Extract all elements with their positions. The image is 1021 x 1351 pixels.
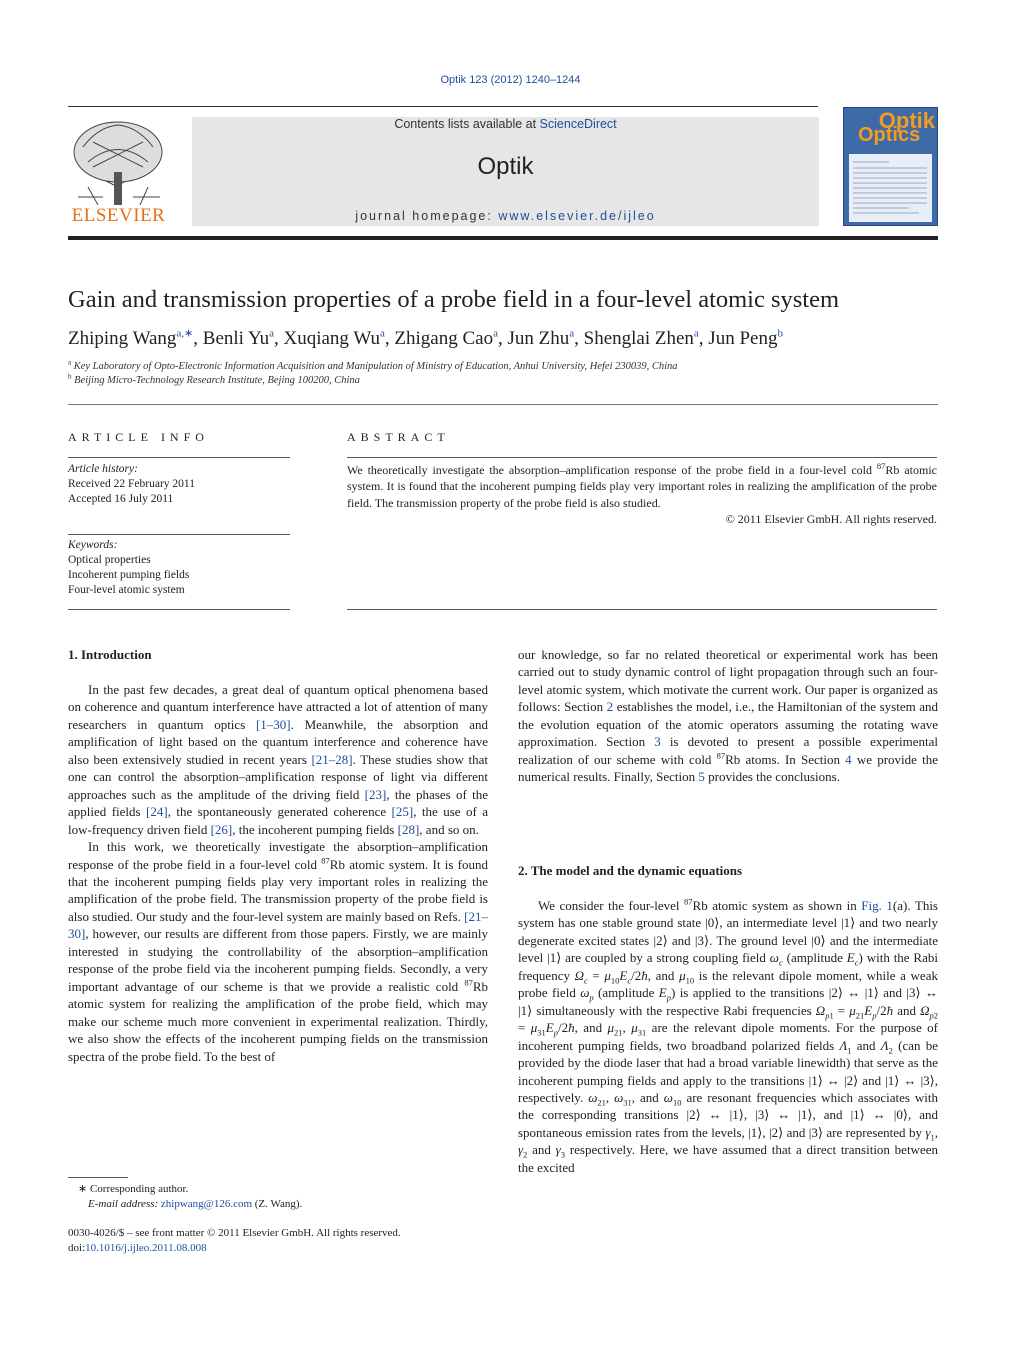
contents-prefix: Contents lists available at — [394, 117, 540, 131]
keywords-block — [68, 538, 189, 598]
keywords-label: Keywords: — [68, 539, 118, 551]
history-rule — [68, 534, 290, 535]
article-history — [68, 462, 195, 507]
author-list — [68, 328, 783, 350]
author-affiliation-mark[interactable]: a — [569, 327, 575, 340]
cover-contents-box — [849, 154, 932, 222]
elsevier-logo — [68, 117, 169, 227]
journal-cover-thumbnail[interactable] — [843, 107, 938, 226]
author-separator: , — [497, 328, 508, 349]
author-separator: , — [274, 328, 284, 349]
author-separator: , — [574, 328, 584, 349]
email-suffix: (Z. Wang). — [252, 1197, 303, 1210]
keyword: Four-level atomic system — [68, 584, 185, 596]
author-name: Benli Yu — [202, 328, 270, 349]
journal-homepage — [192, 209, 819, 223]
introduction-body: In the past few decades, a great deal of quantum optical phenomena based on coherence and quantum interference have attracted a lot of attention of many researchers in quantum optics [1–30]. Meanwhile, the absorption and amplification of light based on the quantum interference and coherence have also been extensively studied in recent years [21–28]. These studies show that one can control the absorption–amplification response of light via different approaches such as the amplitude of the driving field [23], the phases of the applied fields [24], the spontaneously generated coherence [25], the use of a low-frequency driven field [26], the incoherent pumping fields [28], and so on. In this work, we theoretically investigate the absorption–amplification response of the probe field in a four-level cold $^{87}$Rb atomic system. It is found that the incoherent pumping fields play very important roles in realizing the amplification of the probe field. The transmission property of the probe field is also studied. Our study and the four-level system are mainly based on Refs. [21–30], however, our results are different from those papers. Firstly, we are mainly interested in studying the controllability of the absorption–amplification response of the probe field via the incoherent pumping fields. Secondly, a very important advantage of our scheme is that we provide a realistic cold $^{87}$Rb atomic system for realizing the amplification of the probe field, which may make our scheme much more convenient in experimental realization. Thirdly, we also show the effects of the incoherent pumping fields on the transmission spectra of the probe field. To the best of — [68, 682, 488, 1064]
footnote-issn-doi — [68, 1226, 401, 1255]
author-name: Jun Zhu — [507, 328, 570, 349]
article-info-heading: ARTICLE INFO — [68, 430, 209, 444]
affiliation-text: Beijing Micro-Technology Research Institute, Bejing 100200, China — [74, 375, 360, 386]
author-name: Shenglai Zhen — [583, 328, 694, 349]
footnote-corresponding — [78, 1182, 302, 1211]
abstract-copyright: © 2011 Elsevier GmbH. All rights reserved. — [725, 511, 937, 526]
author-name: Jun Peng — [708, 328, 778, 349]
journal-banner — [192, 117, 819, 226]
author-affiliation-mark[interactable]: b — [777, 327, 783, 340]
issn-line: 0030-4026/$ – see front matter © 2011 Elsevier GmbH. All rights reserved. — [68, 1227, 401, 1239]
cover-title-optik: Optik — [878, 108, 935, 133]
header-bottom-thick-rule — [68, 236, 938, 240]
author-name: Xuqiang Wu — [283, 328, 381, 349]
journal-name: Optik — [477, 153, 534, 180]
abstract-text — [347, 462, 937, 527]
author-affiliation-mark[interactable]: a — [380, 327, 385, 340]
affiliation-text: Key Laboratory of Opto-Electronic Information Acquisition and Manipulation of Ministry of Education, Anhui University, Hefei 230039, China — [73, 361, 678, 372]
affiliation-label: a — [68, 358, 72, 367]
section-heading-introduction: 1. Introduction — [68, 647, 152, 662]
footnote-rule — [68, 1177, 128, 1178]
isotope-superscript: 87 — [876, 461, 886, 471]
keyword: Incoherent pumping fields — [68, 569, 190, 581]
keywords-rule — [68, 609, 290, 610]
author-separator: , — [698, 328, 709, 349]
doi-prefix: doi: — [68, 1241, 86, 1254]
history-label: Article history: — [68, 463, 138, 475]
elsevier-tree-icon — [68, 117, 169, 207]
affiliation-label: b — [68, 372, 72, 381]
received-date: Received 22 February 2011 — [68, 478, 195, 490]
affiliation-b — [68, 372, 360, 386]
contents-line — [192, 117, 819, 131]
author-separator: , — [193, 328, 203, 349]
author-affiliation-mark[interactable]: a — [693, 327, 699, 340]
article-info-rule — [68, 457, 290, 458]
header-top-rule — [68, 106, 818, 107]
introduction-body-continued: our knowledge, so far no related theoretical or experimental work has been carried out to study dynamic control of light propagation through such an four-level atomic system, which motivate the current work. Our paper is organized as follows: Section 2 establishes the model, i.e., the Hamiltonian of the system and the evolution equation of the atomic operators assuming the rotating wave approximation. Section 3 is devoted to present a possible experimental realization of our scheme with cold $^{87}$Rb atoms. In Section 4 we provide the numerical results. Finally, Section 5 provides the conclusions. — [518, 647, 939, 785]
cover-text-lines — [849, 154, 932, 222]
section-heading-model: 2. The model and the dynamic equations — [518, 863, 743, 878]
article-title: Gain and transmission properties of a probe field in a four-level atomic system — [68, 286, 840, 313]
affiliation-a — [68, 358, 678, 372]
accepted-date: Accepted 16 July 2011 — [68, 493, 174, 505]
abstract-top-rule — [347, 457, 937, 458]
author-affiliation-mark[interactable]: a — [493, 327, 498, 340]
doi-link[interactable]: 10.1016/j.ijleo.2011.08.008 — [85, 1241, 207, 1254]
homepage-prefix: journal homepage: — [355, 209, 499, 223]
keyword: Optical properties — [68, 554, 151, 566]
abstract-heading: ABSTRACT — [347, 430, 450, 444]
author-affiliation-mark[interactable]: a — [269, 327, 274, 340]
author-affiliation-mark[interactable]: a,∗ — [176, 327, 194, 340]
abstract-part: We theoretically investigate the absorption–amplification response of the probe field in a four-level cold — [347, 463, 877, 477]
email-label: E-mail address: — [88, 1197, 161, 1210]
sciencedirect-link[interactable]: ScienceDirect — [539, 117, 617, 131]
author-name: Zhiping Wang — [68, 328, 177, 349]
model-body: We consider the four-level $^{87}$Rb atomic system as shown in Fig. 1(a). This system has one stable ground state |0⟩, an intermediate level |1⟩ and two nearly degenerate excited states |2⟩ and |3⟩. The ground level |0⟩ and the intermediate level |1⟩ are coupled by a strong coupling field $\omega_c$ (amplitude $E_c$) with the Rabi frequency $\Omega_c$ = $\mu_{10}E_c/2ħ$, and $\mu_{10}$ is the relevant dipole moment, while a weak probe field $\omega_p$ (amplitude $E_p$) is applied to the transitions |2⟩ ↔ |1⟩ and |3⟩ ↔ |1⟩ simultaneously with the respective Rabi frequencies $\Omega_{p1}$ = $\mu_{21}E_p/2ħ$ and $\Omega_{p2}$ = $\mu_{31}E_p/2ħ$, and $\mu_{21}$, $\mu_{31}$ are the relevant dipole moments. For the purpose of incoherent pumping fields, two broadband polarized fields $\Lambda_1$ and $\Lambda_2$ (can be provided by the diode laser that had a broad variable linewidth) that serve as the incoherent pumping fields and apply to the transitions |1⟩ ↔ |2⟩ and |1⟩ ↔ |3⟩, respectively. $\omega_{21}$, $\omega_{31}$, and $\omega_{10}$ are resonant frequencies which associates with the corresponding transitions |2⟩ ↔ |1⟩, |3⟩ ↔ |1⟩, and |1⟩ ↔ |0⟩, and spontaneous emission rates from the levels, |1⟩, |2⟩ and |3⟩ are represented by $\gamma_1$, $\gamma_2$ and $\gamma_3$ respectively. Here, we have assumed that a direct transition between the excited — [518, 896, 939, 1175]
affiliation-rule — [68, 404, 938, 405]
abstract-part: Rb atomic system. It is found that the incoherent pumping fields play very important roles in realizing the amplification of the probe field. The transmission property of the probe field is also studied. — [347, 463, 937, 510]
author-name: Zhigang Cao — [394, 328, 494, 349]
elsevier-wordmark: ELSEVIER — [71, 205, 166, 226]
homepage-link[interactable]: www.elsevier.de/ijleo — [498, 209, 656, 223]
corresponding-author-note: ∗ Corresponding author. — [78, 1183, 189, 1195]
email-link[interactable]: zhipwang@126.com — [160, 1197, 253, 1210]
journal-citation[interactable]: Optik 123 (2012) 1240–1244 — [440, 74, 581, 86]
abstract-bottom-rule — [347, 609, 937, 610]
author-separator: , — [384, 328, 395, 349]
cover-title-optics: Optics — [858, 124, 921, 146]
